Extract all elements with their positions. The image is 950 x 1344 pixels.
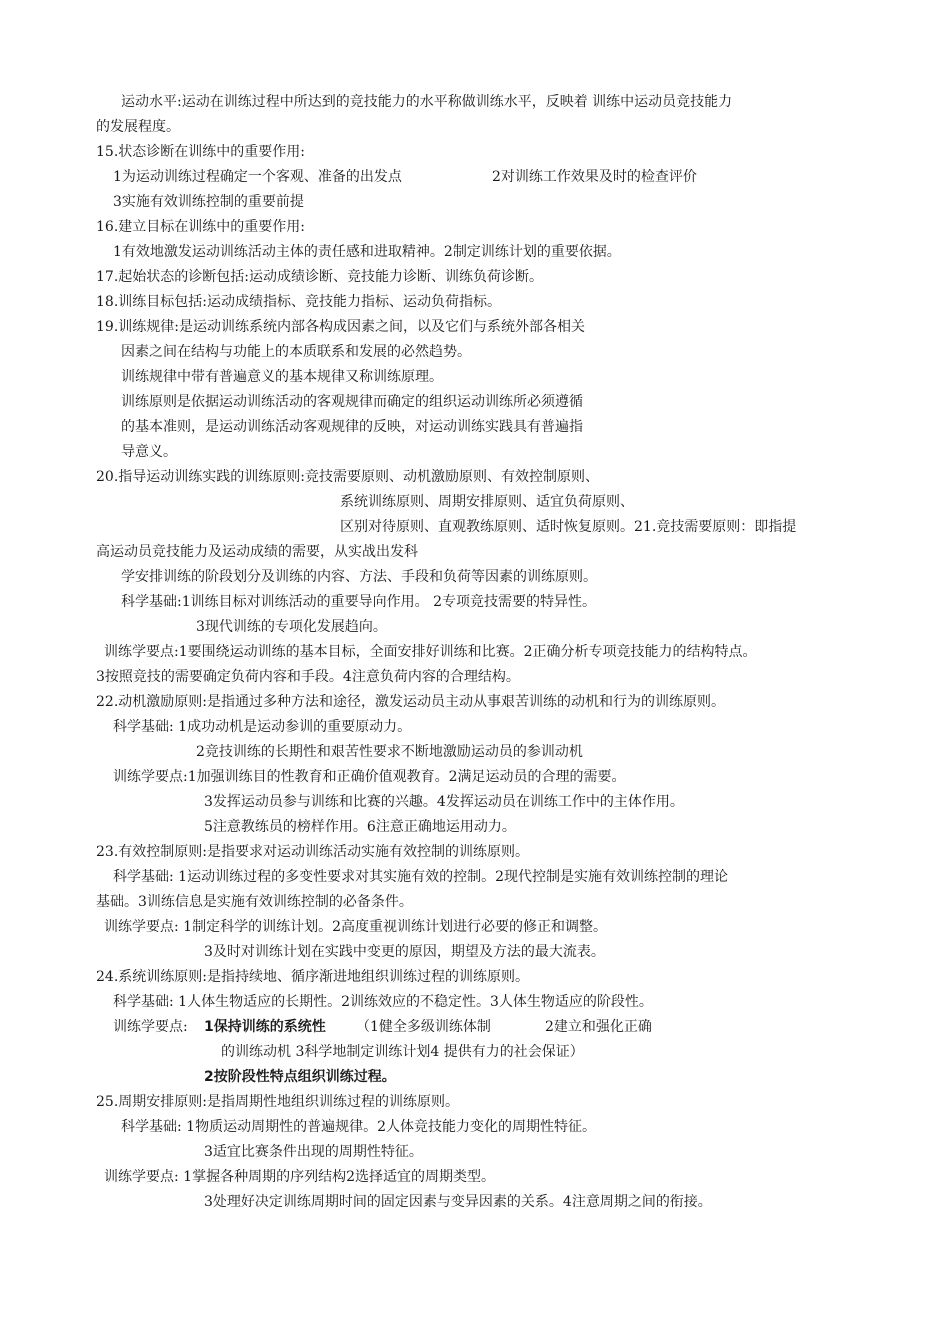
text-line: 训练规律中带有普遍意义的基本规律又称训练原理。 bbox=[121, 369, 443, 385]
text-line: 训练学要点: 1掌握各种周期的序列结构2选择适宜的周期类型。 bbox=[104, 1169, 495, 1185]
text-line: 导意义。 bbox=[121, 444, 177, 460]
bold-heading: 2按阶段性特点组织训练过程。 bbox=[204, 1069, 396, 1085]
text-line: 科学基础: 1运动训练过程的多变性要求对其实施有效的控制。2现代控制是实施有效训练控制的理论 bbox=[113, 869, 728, 885]
text-line: （1健全多级训练体制 bbox=[356, 1019, 491, 1035]
text-line: 运动水平:运动在训练过程中所达到的竞技能力的水平称做训练水平，反映着 训练中运动员竞技能力 bbox=[121, 94, 733, 110]
text-line: 系统训练原则、周期安排原则、适宜负荷原则、 bbox=[340, 494, 634, 510]
text-line: 区别对待原则、直观教练原则、适时恢复原则。21.竞技需要原则：即指提 bbox=[340, 519, 797, 535]
text-line: 18.训练目标包括:运动成绩指标、竞技能力指标、运动负荷指标。 bbox=[96, 294, 501, 310]
text-line: 3适宜比赛条件出现的周期性特征。 bbox=[204, 1144, 423, 1160]
text-line: 2建立和强化正确 bbox=[545, 1019, 652, 1035]
text-line: 3处理好决定训练周期时间的固定因素与变异因素的关系。4注意周期之间的衔接。 bbox=[204, 1194, 712, 1210]
text-line: 的发展程度。 bbox=[96, 119, 180, 135]
text-line: 学安排训练的阶段划分及训练的内容、方法、手段和负荷等因素的训练原则。 bbox=[121, 569, 597, 585]
text-line: 22.动机激励原则:是指通过多种方法和途径，激发运动员主动从事艰苦训练的动机和行为的训练原则。 bbox=[96, 694, 725, 710]
text-line: 3及时对训练计划在实践中变更的原因，期望及方法的最大流表。 bbox=[204, 944, 605, 960]
text-line: 训练原则是依据运动训练活动的客观规律而确定的组织运动训练所必须遵循 bbox=[121, 394, 583, 410]
text-line: 的基本准则，是运动训练活动客观规律的反映，对运动训练实践具有普遍指 bbox=[121, 419, 583, 435]
text-line: 训练学要点:1要围绕运动训练的基本目标，全面安排好训练和比赛。2正确分析专项竞技能力的结构特点。 bbox=[104, 644, 757, 660]
text-line: 科学基础:1训练目标对训练活动的重要导向作用。 2专项竞技需要的特异性。 bbox=[121, 594, 596, 610]
text-line: 科学基础: 1物质运动周期性的普遍规律。2人体竞技能力变化的周期性特征。 bbox=[121, 1119, 596, 1135]
text-line: 15.状态诊断在训练中的重要作用: bbox=[96, 144, 305, 160]
text-line: 20.指导运动训练实践的训练原则:竞技需要原则、动机激励原则、有效控制原则、 bbox=[96, 469, 599, 485]
text-line: 科学基础: 1人体生物适应的长期性。2训练效应的不稳定性。3人体生物适应的阶段性。 bbox=[113, 994, 653, 1010]
text-line: 训练学要点: 1制定科学的训练计划。2高度重视训练计划进行必要的修正和调整。 bbox=[104, 919, 607, 935]
text-line: 基础。3训练信息是实施有效训练控制的必备条件。 bbox=[96, 894, 413, 910]
text-line: 高运动员竞技能力及运动成绩的需要，从实战出发科 bbox=[96, 544, 418, 560]
text-line: 训练学要点: bbox=[113, 1019, 188, 1035]
text-line: 19.训练规律:是运动训练系统内部各构成因素之间，以及它们与系统外部各相关 bbox=[96, 319, 585, 335]
text-line: 1为运动训练过程确定一个客观、准备的出发点 bbox=[113, 169, 402, 185]
text-line: 23.有效控制原则:是指要求对运动训练活动实施有效控制的训练原则。 bbox=[96, 844, 529, 860]
text-line: 科学基础: 1成功动机是运动参训的重要原动力。 bbox=[113, 719, 412, 735]
text-line: 17.起始状态的诊断包括:运动成绩诊断、竞技能力诊断、训练负荷诊断。 bbox=[96, 269, 543, 285]
text-line: 5注意教练员的榜样作用。6注意正确地运用动力。 bbox=[204, 819, 516, 835]
bold-heading: 1保持训练的系统性 bbox=[204, 1019, 326, 1035]
text-line: 因素之间在结构与功能上的本质联系和发展的必然趋势。 bbox=[121, 344, 471, 360]
text-line: 24.系统训练原则:是指持续地、循序渐进地组织训练过程的训练原则。 bbox=[96, 969, 529, 985]
text-line: 3现代训练的专项化发展趋向。 bbox=[196, 619, 387, 635]
text-line: 16.建立目标在训练中的重要作用: bbox=[96, 219, 305, 235]
text-line: 的训练动机 3科学地制定训练计划4 提供有力的社会保证） bbox=[221, 1044, 584, 1060]
text-line: 3按照竞技的需要确定负荷内容和手段。4注意负荷内容的合理结构。 bbox=[96, 669, 520, 685]
text-line: 训练学要点:1加强训练目的性教育和正确价值观教育。2满足运动员的合理的需要。 bbox=[113, 769, 626, 785]
text-line: 1有效地激发运动训练活动主体的责任感和进取精神。2制定训练计划的重要依据。 bbox=[113, 244, 621, 260]
text-line: 2对训练工作效果及时的检查评价 bbox=[492, 169, 697, 185]
text-line: 3发挥运动员参与训练和比赛的兴趣。4发挥运动员在训练工作中的主体作用。 bbox=[204, 794, 684, 810]
text-line: 3实施有效训练控制的重要前提 bbox=[113, 194, 304, 210]
text-line: 25.周期安排原则:是指周期性地组织训练过程的训练原则。 bbox=[96, 1094, 459, 1110]
text-line: 2竞技训练的长期性和艰苦性要求不断地激励运动员的参训动机 bbox=[196, 744, 583, 760]
